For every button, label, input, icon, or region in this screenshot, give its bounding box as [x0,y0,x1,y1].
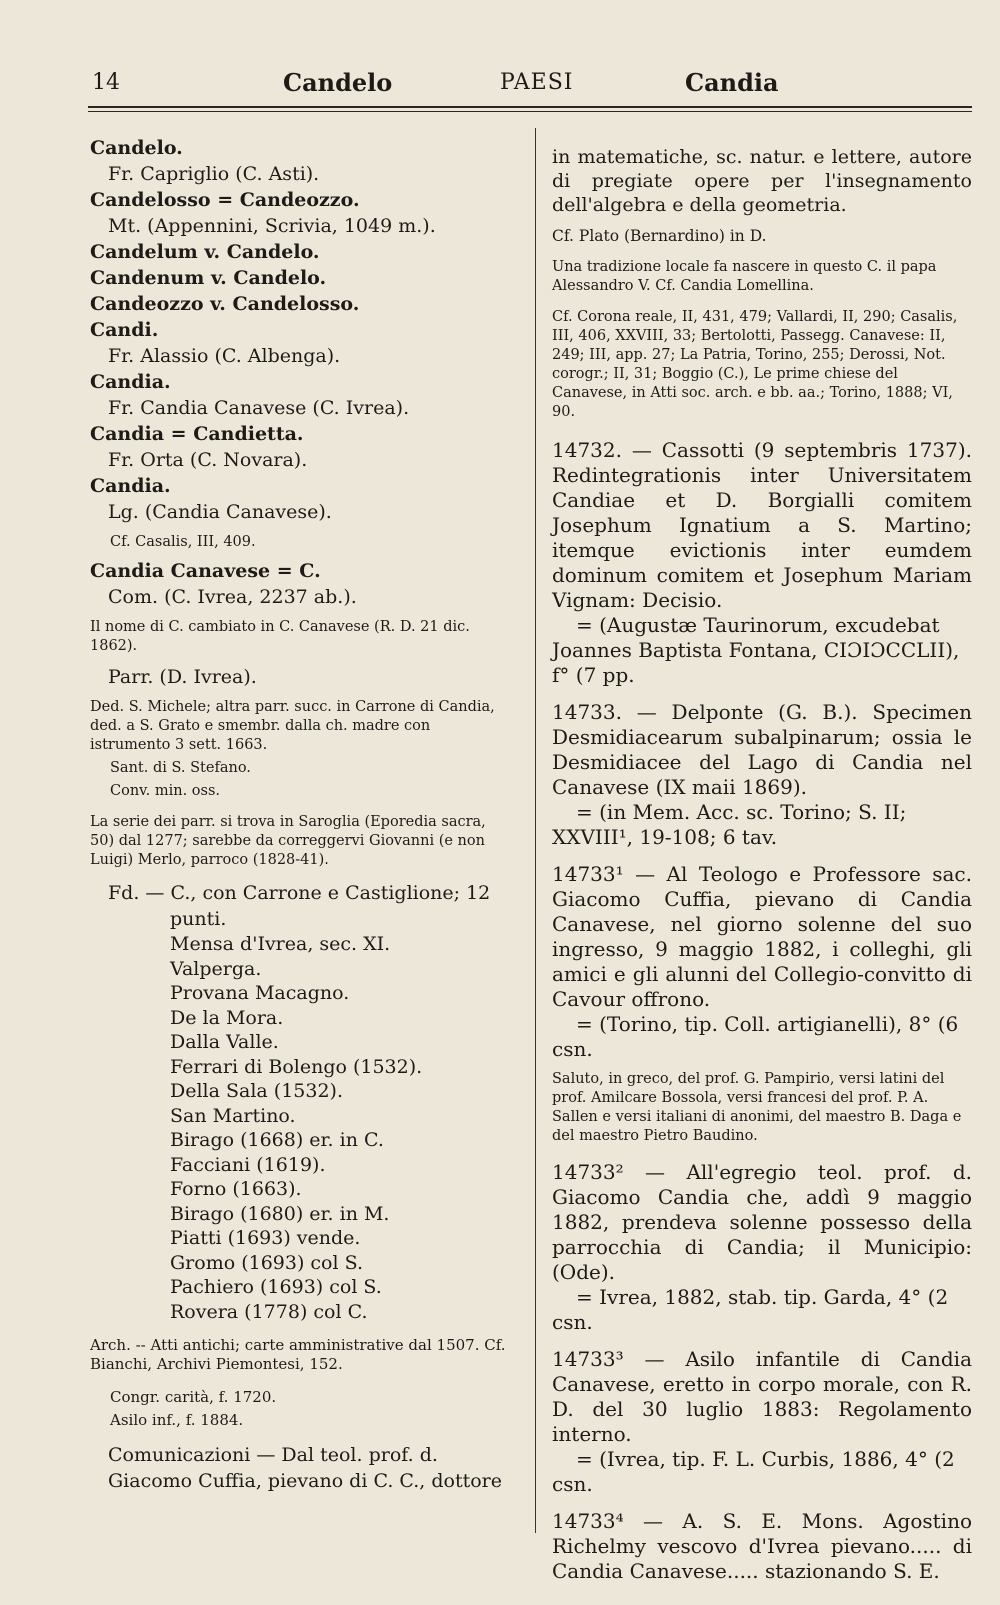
note-congregazione: Congr. carità, f. 1720. [110,1388,277,1406]
item-note: Saluto, in greco, del prof. G. Pampirio, versi latini del prof. Amilcare Bossola, versi francesi del prof. P. A. Sallen e versi italiani di anonimi, del maestro B. Daga e del maestro Pietro Baudino. [552,1071,962,1144]
feudo-line: Fd. — C., con Carrone e Castiglione; 12 [108,882,491,904]
entry-line: Fr. Alassio (C. Albenga). [108,345,341,367]
note-convento: Conv. min. oss. [110,783,221,799]
bibliography-item [552,862,972,1146]
entry-head: Candenum v. Candelo. [90,267,327,289]
entry-line: Fr. Capriglio (C. Asti). [108,163,320,185]
entry-head: Candia. [90,475,171,497]
header-right-title: Candia [685,68,779,97]
feudatario-item: Valperga. [170,957,262,980]
feudatario-item: Facciani (1619). [170,1153,326,1176]
note-santuario: Sant. di S. Stefano. [110,760,251,776]
entry-head: Candia Canavese = C. [90,560,321,582]
feudatari-list [90,932,510,1324]
note-bibliografia: Cf. Corona reale, II, 431, 479; Vallardi, II, 290; Casalis, III, 406, XXVIII, 33; Bertolotti, Passegg. Canavese: II, 249; III, app. 27; La Patria, Torino, 255; Derossi, Not. corogr.; II, 31; Boggio (C.), Le prime chiese del Canavese, in Atti soc. arch. e bb. aa.; Torino, 1888; VI, 90. [552,309,958,420]
header-center-title: PAESI [500,70,574,95]
feudatario-item: Birago (1668) er. in C. [170,1129,384,1151]
note-plato: Cf. Plato (Bernardino) in D. [552,227,767,245]
entry-line: Mt. (Appennini, Scrivia, 1049 m.). [108,215,436,237]
feudatario-item: Gromo (1693) col S. [170,1251,363,1274]
bibliography-item [552,1509,972,1584]
note-nome: Il nome di C. cambiato in C. Canavese (R. D. 21 dic. 1862). [90,619,470,654]
feudatario-item: Ferrari di Bolengo (1532). [170,1055,423,1078]
feudatario-item: San Martino. [170,1104,296,1127]
entry-head: Candelum v. Candelo. [90,241,320,263]
note-tradizione: Una tradizione locale fa nascere in questo C. il papa Alessandro V. Cf. Candia Lomellina. [552,259,937,294]
bibliography-item [552,700,972,850]
entry-line: Fr. Orta (C. Novara). [108,449,308,471]
feudatario-item: De la Mora. [170,1006,284,1029]
note-archivio: Arch. -- Atti antichi; carte amministrative dal 1507. Cf. Bianchi, Archivi Piemontesi, 152. [90,1336,506,1373]
entry-head: Candi. [90,319,159,341]
note-casalis: Cf. Casalis, III, 409. [110,534,256,550]
entry-head: Candelosso = Candeozzo. [90,189,360,211]
bibliography-item [552,1347,972,1497]
feudatario-item: Mensa d'Ivrea, sec. XI. [170,933,391,955]
left-column [90,135,510,1494]
right-column [552,145,972,1584]
feudatario-item: Birago (1680) er. in M. [170,1202,390,1225]
feudatario-item: Provana Macagno. [170,982,350,1004]
header-rule-thin [88,111,972,112]
feudatario-item: Piatti (1693) vende. [170,1227,361,1249]
feudatario-item: Pachiero (1693) col S. [170,1276,382,1298]
continued-text: in matematiche, sc. natur. e lettere, autore di pregiate opere per l'insegnamento dell'algebra e della geometria. [552,146,972,216]
note-asilo: Asilo inf., f. 1884. [110,1411,244,1429]
entry-head: Candeozzo v. Candelosso. [90,293,360,315]
item-title: 14733¹ — Al Teologo e Professore sac. Giacomo Cuffia, pievano di Candia Canavese, nel giorno solenne del suo ingresso, 9 maggio 1882, i colleghi, gli amici e gli alunni del Collegio-convitto di Cavour offrono. [552,862,972,1011]
item-title: 14732. — Cassotti (9 septembris 1737). Redintegrationis inter Universitatem Candiae et D. Borgialli comitem Josephum Ignatium a S. Martino; itemque evictionis inter eumdem dominum comitem et Josephum Mariam Vignam: Decisio. [552,438,972,612]
entry-line: Com. (C. Ivrea, 2237 ab.). [108,586,357,608]
header-left-title: Candelo [283,68,393,97]
comunicazioni-text: Comunicazioni — Dal teol. prof. d. Giacomo Cuffia, pievano di C. C., dottore [108,1444,503,1492]
header-rule-thick [88,106,972,108]
feudatario-item: Dalla Valle. [170,1031,279,1053]
column-divider [535,128,536,1533]
entry-head: Candia. [90,371,171,393]
item-title: 14733⁴ — A. S. E. Mons. Agostino Richelmy vescovo d'Ivrea pievano..... di Candia Canavese..... stazionando S. E. [552,1509,972,1583]
parrocchia-line: Parr. (D. Ivrea). [108,666,257,688]
running-header [0,66,1000,106]
entry-head: Candelo. [90,137,183,159]
entry-head: Candia = Candietta. [90,423,304,445]
item-publication: = Ivrea, 1882, stab. tip. Garda, 4° (2 csn. [552,1285,949,1334]
item-title: 14733² — All'egregio teol. prof. d. Giacomo Candia che, addì 9 maggio 1882, prendeva solenne possesso della parrocchia di Candia; il Municipio: (Ode). [552,1160,972,1284]
item-title: 14733. — Delponte (G. B.). Specimen Desmidiacearum subalpinarum; ossia le Desmidiacee del Lago di Candia nel Canavese (IX maii 1869). [552,700,972,799]
entry-line: Lg. (Candia Canavese). [108,501,332,523]
bibliography-item [552,438,972,688]
entry-line: Fr. Candia Canavese (C. Ivrea). [108,397,410,419]
feudatario-item: Forno (1663). [170,1178,302,1200]
feudatario-item: Della Sala (1532). [170,1080,344,1102]
note-dedicazione: Ded. S. Michele; altra parr. succ. in Carrone di Candia, ded. a S. Grato e smembr. dalla ch. madre con istrumento 3 sett. 1663. [90,699,495,753]
item-title: 14733³ — Asilo infantile di Candia Canavese, eretto in corpo morale, con R. D. del 30 luglio 1883: Regolamento interno. [552,1347,972,1446]
item-publication: = (Augustæ Taurinorum, excudebat Joannes Baptista Fontana, CIƆIƆCCLII), f° (7 pp. [552,613,960,687]
feudo-line: punti. [170,908,227,930]
item-publication: = (in Mem. Acc. sc. Torino; S. II; XXVIII¹, 19-108; 6 tav. [552,800,907,849]
feudatario-item: Rovera (1778) col C. [170,1300,368,1323]
note-serie-parroci: La serie dei parr. si trova in Saroglia (Eporedia sacra, 50) dal 1277; sarebbe da correggervi Giovanni (e non Luigi) Merlo, parroco (1828-41). [90,814,486,868]
item-publication: = (Torino, tip. Coll. artigianelli), 8° (6 csn. [552,1012,959,1061]
item-publication: = (Ivrea, tip. F. L. Curbis, 1886, 4° (2 csn. [552,1447,955,1496]
bibliography-item [552,1160,972,1335]
page-number: 14 [92,70,120,95]
